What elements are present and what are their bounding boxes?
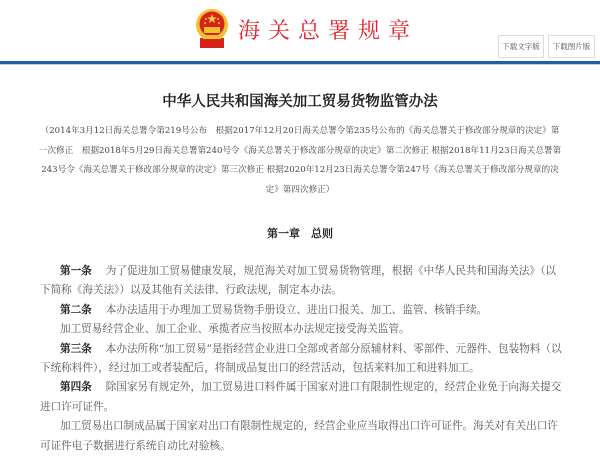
header-divider-light — [0, 64, 600, 65]
site-header — [0, 0, 600, 61]
paragraph — [40, 417, 562, 456]
download-text-version-button[interactable]: 下载文字版 — [498, 35, 544, 58]
article-number: 第三条 — [60, 342, 92, 355]
paragraph-text: 本办法所称“加工贸易”是指经营企业进口全部或者部分原辅材料、零部件、元器件、包装物料（以下统称料件），经过加工或者装配后，将制成品复出口的经营活动，包括来料加工和进料加工。 — [40, 342, 562, 375]
article-number: 第一条 — [60, 265, 92, 277]
paragraph-text: 加工贸易出口制成品属于国家对出口有限制性规定的，经营企业应当取得出口许可证件。海关对有关出口许可证件电子数据进行系统自动比对验核。 — [40, 420, 558, 452]
paragraph-text: 为了促进加工贸易健康发展，规范海关对加工贸易货物管理，根据《中华人民共和国海关法》（以下简称《海关法》）以及其他有关法律、行政法规，制定本办法。 — [40, 265, 557, 297]
paragraph-text: 本办法适用于办理加工贸易货物手册设立、进出口报关、加工、监管、核销手续。 — [105, 303, 488, 316]
paragraph-text: 除国家另有规定外，加工贸易进口料件属于国家对进口有限制性规定的，经营企业免于向海关提交进口许可证件。 — [40, 381, 562, 413]
paragraph — [40, 301, 562, 320]
article-number: 第二条 — [60, 303, 92, 316]
paragraph — [40, 340, 562, 379]
chapter-heading: 第一章 总则 — [267, 227, 333, 240]
article-number: 第四条 — [60, 381, 92, 394]
paragraph — [40, 262, 562, 301]
paragraph — [40, 378, 562, 417]
document-body — [40, 262, 562, 456]
paragraph-text: 加工贸易经营企业、加工企业、承揽者应当按照本办法规定接受海关监管。 — [60, 323, 410, 336]
document-title: 中华人民共和国海关加工贸易货物监管办法 — [162, 93, 438, 110]
site-title: 海关总署规章 — [238, 19, 419, 44]
paragraph — [40, 320, 562, 339]
document-preamble: （2014年3月12日海关总署令第219号公布 根据2017年12月20日海关总署令第235号公布的《海关总署关于修改部分规章的决定》第一次修正 根据2018年5月29日海关总署第240号令《海关总署关于修改部分规章的决定》第二次修正 根据2018年11月23日海关总署第243号令《海关总署关于修改部分规章的决定》第三次修正 根据2020年12月23日海关总署令第247号《海关总署关于修改部分规章的决定》第四次修正） — [38, 126, 562, 195]
download-image-version-button[interactable]: 下载图片版 — [548, 35, 595, 58]
national-emblem-icon — [195, 8, 229, 50]
